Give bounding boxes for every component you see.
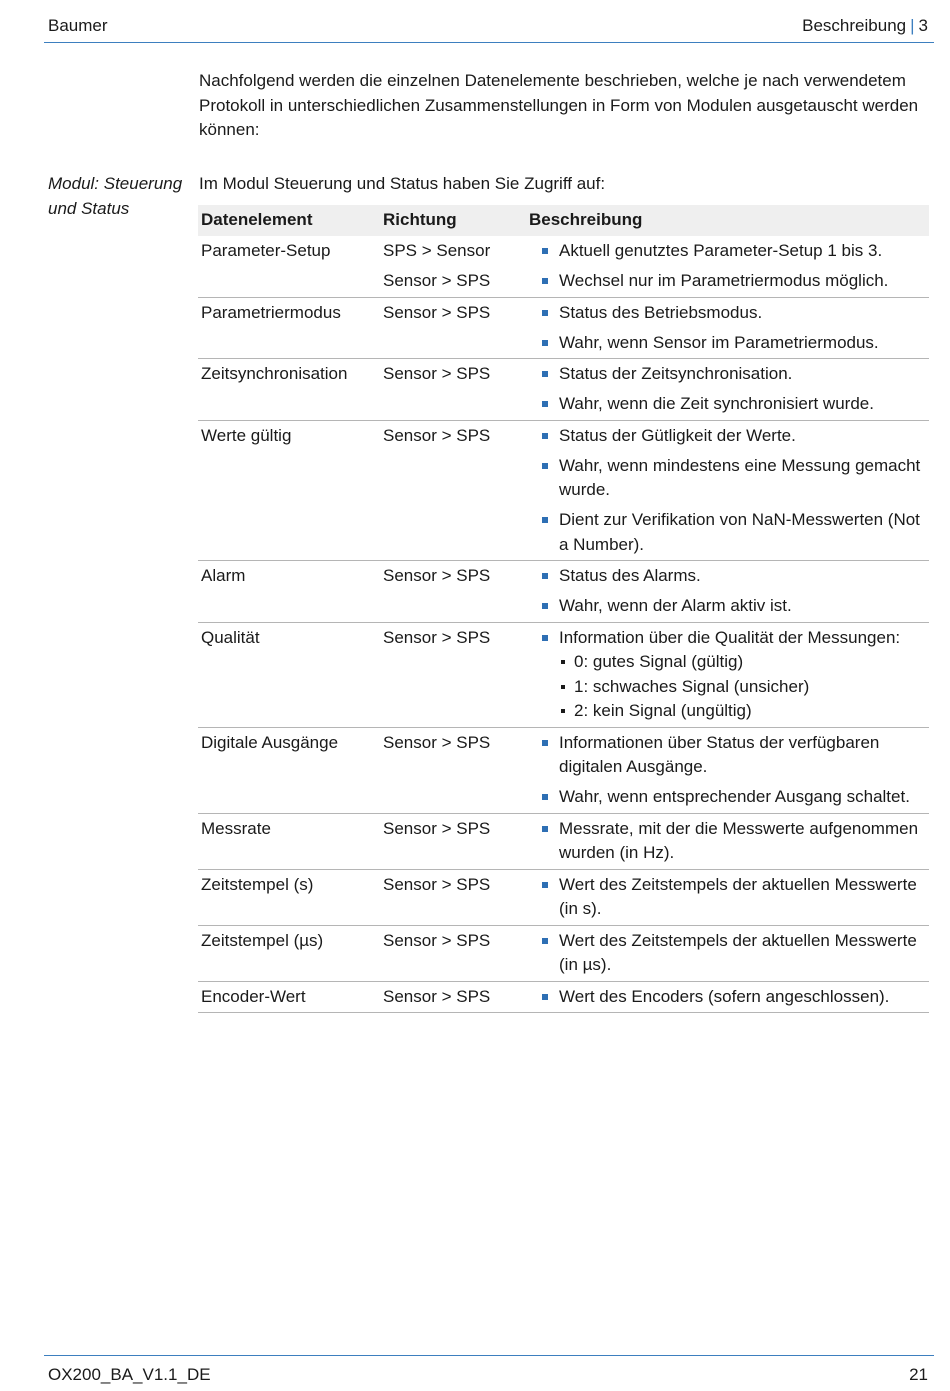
page-header [44, 10, 934, 43]
description-bullet: Status der Gütligkeit der Werte. [529, 424, 926, 449]
intro-paragraph: Nachfolgend werden die einzelnen Datenelemente beschrieben, welche je nach verwendetem Protokoll in unterschiedlichen Zusammenstellungen in Form von Modulen ausgetauscht werden können: [199, 71, 919, 139]
direction-cell: Sensor > SPS [380, 561, 526, 623]
description-cell [526, 266, 929, 297]
element-cell [198, 266, 380, 297]
direction-cell: Sensor > SPS [380, 813, 526, 869]
table-row [198, 622, 929, 727]
description-bullet: Informationen über Status der verfügbaren digitalen Ausgänge. [529, 731, 926, 780]
element-cell: Parameter-Setup [201, 240, 331, 260]
direction-cell: Sensor > SPS [380, 359, 526, 421]
direction-cell: Sensor > SPS [380, 925, 526, 981]
table-row [198, 813, 929, 869]
description-bullet: Status des Alarms. [529, 564, 926, 589]
column-header-description: Beschreibung [526, 205, 929, 236]
table-row [198, 359, 929, 421]
sub-bullet: 2: kein Signal (ungültig) [559, 699, 926, 724]
element-cell: Alarm [198, 561, 380, 623]
table-row [198, 869, 929, 925]
direction-cell: Sensor > SPS [380, 981, 526, 1013]
description-bullet: Status der Zeitsynchronisation. [529, 362, 926, 387]
element-cell: Zeitstempel (µs) [198, 925, 380, 981]
description-cell [526, 925, 929, 981]
sub-bullet: 1: schwaches Signal (unsicher) [559, 675, 926, 700]
header-section-title: Beschreibung [802, 16, 907, 35]
description-bullet: Wechsel nur im Parametriermodus möglich. [529, 269, 926, 294]
table-row [198, 420, 929, 561]
element-cell: Zeitsynchronisation [198, 359, 380, 421]
column-header-element: Datenelement [198, 205, 380, 236]
description-bullet-text: Information über die Qualität der Messungen: [559, 627, 901, 647]
table-row [198, 236, 929, 267]
description-bullet: Messrate, mit der die Messwerte aufgenommen wurden (in Hz). [529, 817, 926, 866]
header-brand: Baumer [48, 16, 108, 35]
page-footer [44, 1355, 934, 1388]
description-cell [526, 727, 929, 813]
description-bullet: Wahr, wenn die Zeit synchronisiert wurde. [529, 392, 926, 417]
direction-cell: Sensor > SPS [380, 266, 526, 297]
direction-cell: Sensor > SPS [380, 727, 526, 813]
description-bullet: Wert des Zeitstempels der aktuellen Messwerte (in µs). [529, 929, 926, 978]
description-bullet: Dient zur Verifikation von NaN-Messwerten (Not a Number). [529, 508, 926, 557]
description-bullet: Status des Betriebsmodus. [529, 301, 926, 326]
description-cell [526, 869, 929, 925]
element-cell: Qualität [198, 622, 380, 727]
direction-cell: Sensor > SPS [380, 869, 526, 925]
data-elements-table [198, 205, 929, 1013]
direction-cell: SPS > Sensor [383, 240, 491, 260]
element-cell: Zeitstempel (s) [198, 869, 380, 925]
element-cell: Werte gültig [198, 420, 380, 561]
footer-document-id: OX200_BA_V1.1_DE [48, 1365, 211, 1384]
element-cell: Encoder-Wert [198, 981, 380, 1013]
table-header-row [198, 205, 929, 236]
module-intro: Im Modul Steuerung und Status haben Sie Zugriff auf: [199, 174, 606, 193]
table-row [198, 266, 929, 297]
sub-bullet: 0: gutes Signal (gültig) [559, 650, 926, 675]
sub-bullet-list [559, 650, 926, 724]
table-row [198, 297, 929, 359]
column-header-direction: Richtung [380, 205, 526, 236]
description-cell [526, 420, 929, 561]
description-bullet: Wahr, wenn Sensor im Parametriermodus. [529, 331, 926, 356]
header-separator: | [910, 16, 915, 35]
description-bullet: Wahr, wenn entsprechender Ausgang schaltet. [529, 785, 926, 810]
table-row [198, 981, 929, 1013]
description-bullet: Aktuell genutztes Parameter-Setup 1 bis 3. [529, 239, 926, 264]
direction-cell: Sensor > SPS [380, 297, 526, 359]
table-row [198, 925, 929, 981]
table-row [198, 727, 929, 813]
description-cell [526, 981, 929, 1013]
table-row [198, 561, 929, 623]
description-cell [526, 359, 929, 421]
element-cell: Digitale Ausgänge [198, 727, 380, 813]
description-cell [526, 813, 929, 869]
description-cell [526, 622, 929, 727]
description-bullet: Wahr, wenn mindestens eine Messung gemacht wurde. [529, 454, 926, 503]
header-chapter-number: 3 [918, 16, 928, 35]
description-bullet [529, 626, 926, 724]
direction-cell: Sensor > SPS [380, 420, 526, 561]
description-cell [526, 236, 929, 267]
description-bullet: Wert des Encoders (sofern angeschlossen). [529, 985, 926, 1010]
side-label: Modul: Steuerung und Status [48, 174, 183, 218]
description-cell [526, 561, 929, 623]
element-cell: Messrate [198, 813, 380, 869]
description-cell [526, 297, 929, 359]
direction-cell: Sensor > SPS [380, 622, 526, 727]
description-bullet: Wahr, wenn der Alarm aktiv ist. [529, 594, 926, 619]
footer-page-number: 21 [909, 1365, 928, 1384]
header-section [802, 10, 928, 42]
description-bullet: Wert des Zeitstempels der aktuellen Messwerte (in s). [529, 873, 926, 922]
element-cell: Parametriermodus [198, 297, 380, 359]
